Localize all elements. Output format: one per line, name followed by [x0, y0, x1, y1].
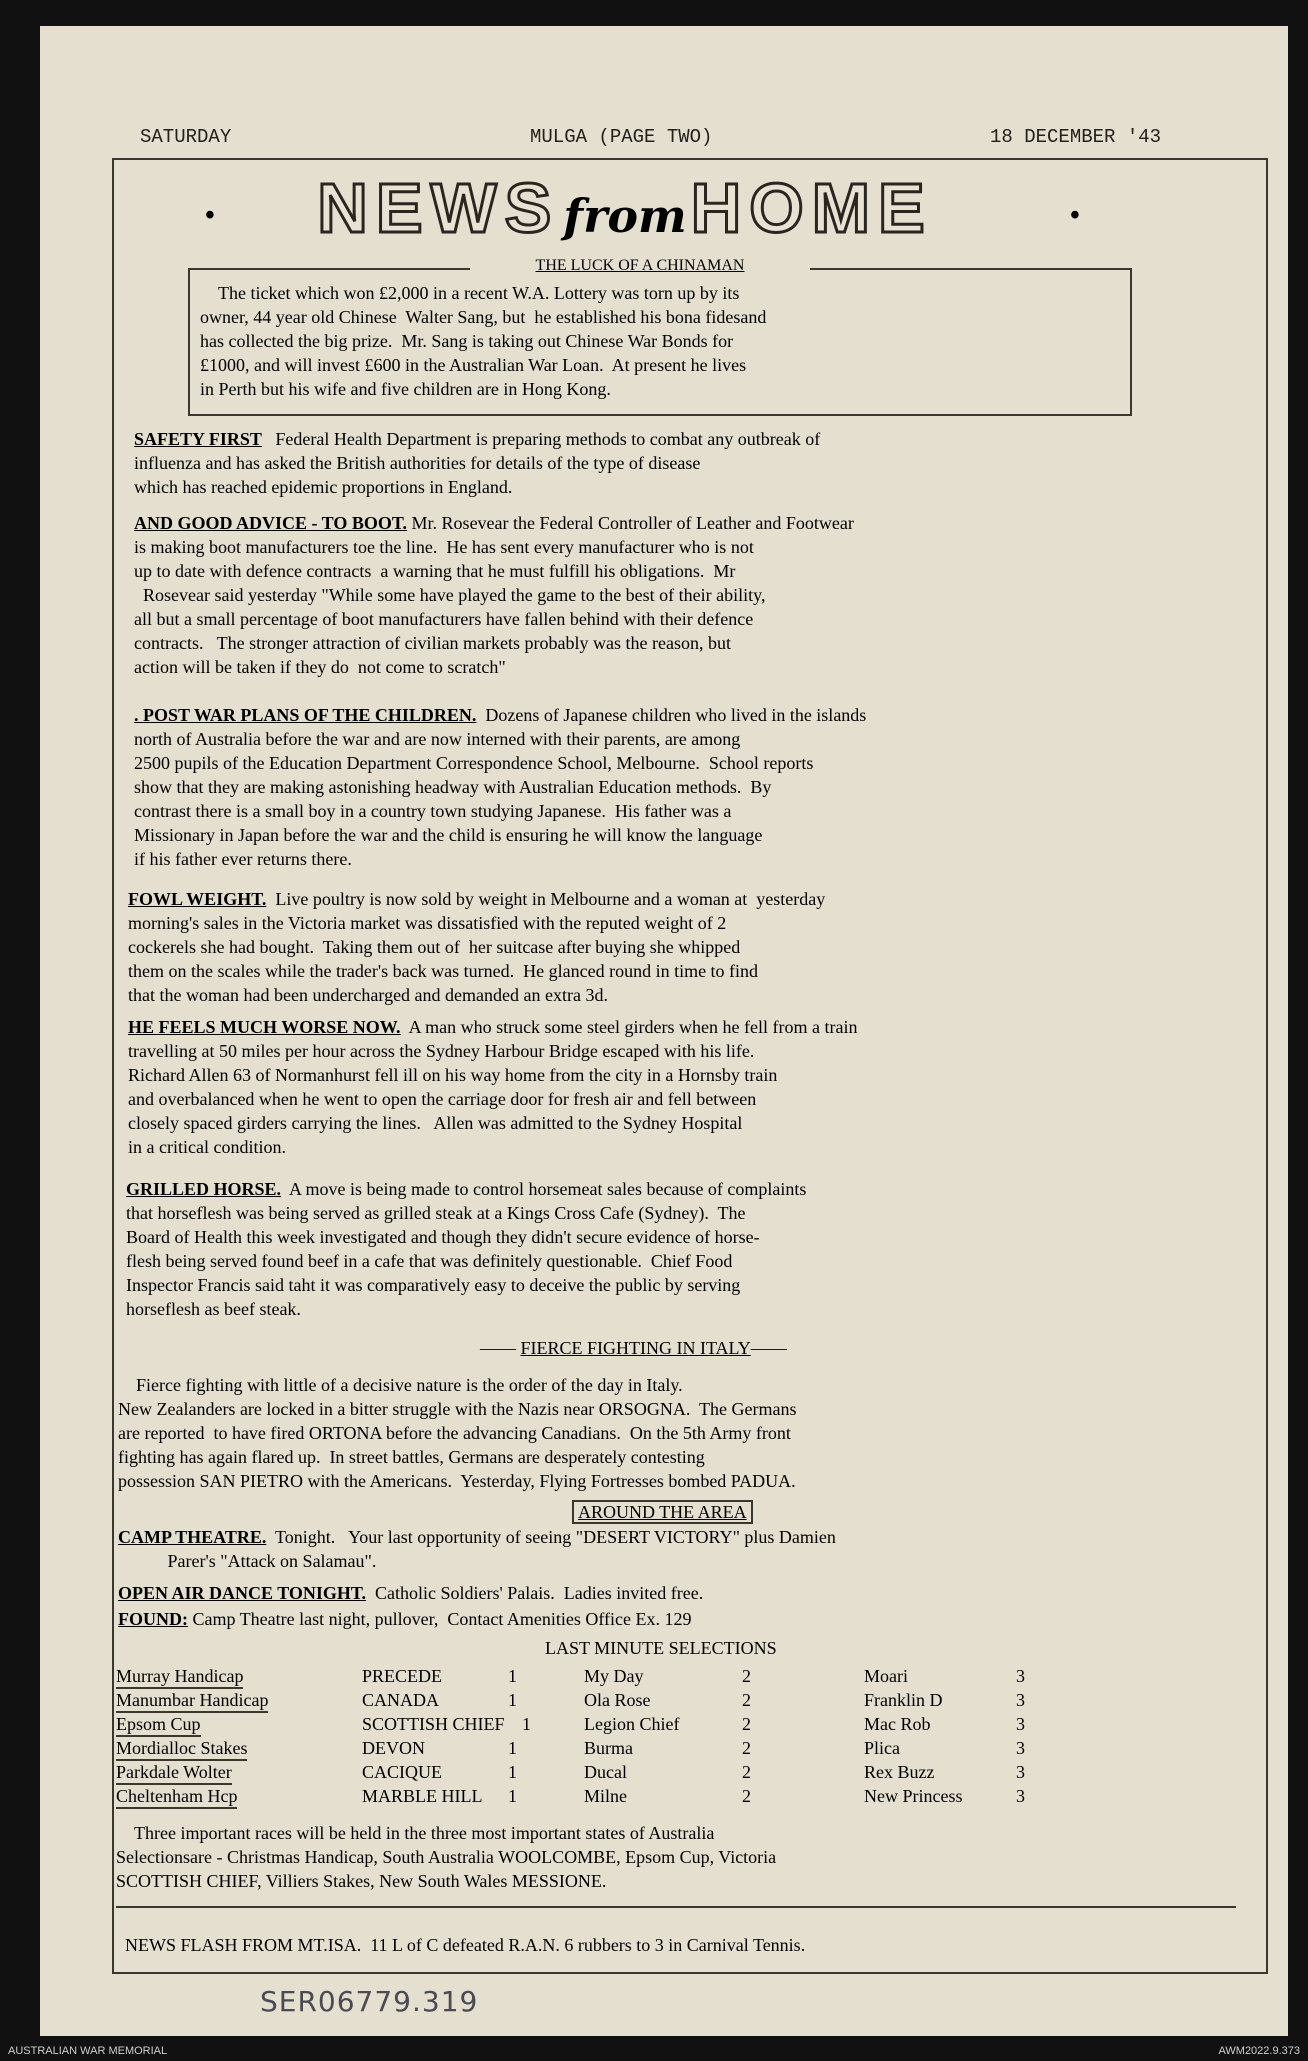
story-line: A move is being made to control horsemeat sales because of complaints — [281, 1179, 807, 1199]
race-name: Manumbar Handicap — [116, 1690, 268, 1713]
second-rank: 2 — [742, 1714, 751, 1734]
second-rank: 2 — [742, 1666, 751, 1686]
first-rank: 1 — [522, 1714, 531, 1734]
second-rank: 2 — [742, 1786, 751, 1806]
first-rank: 1 — [508, 1762, 517, 1782]
italy-line: Fierce fighting with little of a decisive nature is the order of the day in Italy. — [118, 1375, 683, 1395]
header-day: SATURDAY — [140, 126, 232, 148]
third-pick: Moari — [864, 1666, 908, 1686]
around-title-wrap — [572, 1502, 753, 1523]
third-rank: 3 — [1016, 1666, 1025, 1686]
footer-right: AWM2022.9.373 — [1218, 2045, 1300, 2057]
italy-line: fighting has again flared up. In street battles, Germans are desperately contesting — [118, 1447, 705, 1467]
around-title: AROUND THE AREA — [572, 1500, 753, 1524]
second-pick: Legion Chief — [584, 1714, 680, 1734]
story-line: that horseflesh was being served as grilled steak at a Kings Cross Cafe (Sydney). The — [126, 1203, 746, 1223]
masthead-bullet-left: • — [205, 200, 215, 231]
masthead-bullet-right: • — [1070, 200, 1080, 231]
story-line: Dozens of Japanese children who lived in the islands — [476, 705, 867, 725]
italy-dash-left: — — [498, 1338, 516, 1358]
lead-story-line: owner, 44 year old Chinese Walter Sang, but he established his bona fidesand — [200, 307, 767, 327]
header-date: 18 DECEMBER '43 — [990, 126, 1162, 148]
story-line: Rosevear said yesterday "While some have played the game to the best of their ability, — [134, 585, 766, 605]
header-paper: MULGA (PAGE TWO) — [530, 126, 713, 148]
archive-footer — [0, 2041, 1308, 2061]
archive-stamp: SER06779.319 — [260, 1985, 479, 2018]
italy-dash-right: — — [768, 1338, 787, 1358]
story-headline: AND GOOD ADVICE - TO BOOT. — [134, 513, 408, 533]
first-pick: MARBLE HILL — [362, 1786, 483, 1806]
race-name: Cheltenham Hcp — [116, 1786, 237, 1809]
story-line: show that they are making astonishing headway with Australian Education methods. By — [134, 777, 772, 797]
story-line: closely spaced girders carrying the lines. Allen was admitted to the Sydney Hospital — [128, 1113, 743, 1133]
second-pick: Ola Rose — [584, 1690, 651, 1710]
second-pick: Burma — [584, 1738, 633, 1758]
selections-heading — [545, 1638, 777, 1659]
news-flash-text: 11 L of C defeated R.A.N. 6 rubbers to 3 in Carnival Tennis. — [361, 1934, 806, 1955]
third-rank: 3 — [1016, 1714, 1025, 1734]
around-item-text: Camp Theatre last night, pullover, Contact Amenities Office Ex. 129 — [188, 1609, 692, 1629]
second-rank: 2 — [742, 1690, 751, 1710]
race-name: Parkdale Wolter — [116, 1762, 232, 1785]
first-pick: PRECEDE — [362, 1666, 443, 1686]
lead-story-title: THE LUCK OF A CHINAMAN — [470, 257, 810, 275]
story-line: 2500 pupils of the Education Department Correspondence School, Melbourne. School reports — [134, 753, 814, 773]
story-line: is making boot manufacturers toe the line. He has sent every manufacturer who is not — [134, 537, 754, 557]
story-line: all but a small percentage of boot manufacturers have fallen behind with their defence — [134, 609, 754, 629]
story-line: travelling at 50 miles per hour across the Sydney Harbour Bridge escaped with his life. — [128, 1041, 755, 1061]
first-rank: 1 — [508, 1738, 517, 1758]
first-pick: CANADA — [362, 1690, 440, 1710]
story-headline: SAFETY FIRST — [134, 429, 262, 449]
italy-line: are reported to have fired ORTONA before the advancing Canadians. On the 5th Army front — [118, 1423, 791, 1443]
story-line: Board of Health this week investigated and though they didn't secure evidence of horse- — [126, 1227, 760, 1247]
second-rank: 2 — [742, 1738, 751, 1758]
story-line: that the woman had been undercharged and demanded an extra 3d. — [128, 985, 608, 1005]
story-line: action will be taken if they do not come to scratch" — [134, 657, 506, 677]
note-line: Selectionsare - Christmas Handicap, South Australia WOOLCOMBE, Epsom Cup, Victoria — [116, 1847, 777, 1867]
story-line: Inspector Francis said taht it was comparatively easy to deceive the public by serving — [126, 1275, 741, 1295]
third-rank: 3 — [1016, 1762, 1025, 1782]
story-line: up to date with defence contracts a warning that he must fulfill his obligations. Mr — [134, 561, 736, 581]
first-pick: DEVON — [362, 1738, 425, 1758]
story-headline: HE FEELS MUCH WORSE NOW. — [128, 1017, 401, 1037]
story-line: Missionary in Japan before the war and the child is ensuring he will know the language — [134, 825, 763, 845]
story-headline: GRILLED HORSE. — [126, 1179, 282, 1199]
story-line: north of Australia before the war and are now interned with their parents, are among — [134, 729, 741, 749]
story-line: if his father ever returns there. — [134, 849, 352, 869]
around-item-lead: FOUND: — [118, 1609, 188, 1629]
third-pick: Franklin D — [864, 1690, 943, 1710]
masthead-home: HOME — [690, 169, 933, 247]
italy-line: New Zealanders are locked in a bitter struggle with the Nazis near ORSOGNA. The Germans — [118, 1399, 797, 1419]
lead-story-line: in Perth but his wife and five children are in Hong Kong. — [200, 379, 611, 399]
italy-line: possession SAN PIETRO with the Americans. Yesterday, Flying Fortresses bombed PADUA. — [118, 1471, 796, 1491]
second-pick: My Day — [584, 1666, 644, 1686]
third-pick: Rex Buzz — [864, 1762, 935, 1782]
first-pick: CACIQUE — [362, 1762, 442, 1782]
story-line: horseflesh as beef steak. — [126, 1299, 301, 1319]
story-line: Federal Health Department is preparing methods to combat any outbreak of — [261, 429, 821, 449]
story-line: and overbalanced when he went to open the carriage door for fresh air and fell between — [128, 1089, 757, 1109]
italy-dash-left: — — [480, 1338, 498, 1358]
footer-left: AUSTRALIAN WAR MEMORIAL — [8, 2045, 168, 2057]
lead-story-line: has collected the big prize. Mr. Sang is taking out Chinese War Bonds for — [200, 331, 734, 351]
third-pick: Plica — [864, 1738, 900, 1758]
first-rank: 1 — [508, 1690, 517, 1710]
around-item-text: Tonight. Your last opportunity of seeing "DESERT VICTORY" plus Damien — [266, 1527, 836, 1547]
third-rank: 3 — [1016, 1786, 1025, 1806]
second-rank: 2 — [742, 1762, 751, 1782]
note-line: Three important races will be held in the three most important states of Australia — [116, 1823, 715, 1843]
story-line: morning's sales in the Victoria market was dissatisfied with the reputed weight of 2 — [128, 913, 727, 933]
story-line: in a critical condition. — [128, 1137, 286, 1157]
masthead-news: NEWS — [317, 169, 560, 247]
around-item-text: Catholic Soldiers' Palais. Ladies invited free. — [366, 1583, 704, 1603]
second-pick: Milne — [584, 1786, 627, 1806]
story-line: influenza and has asked the British authorities for details of the type of disease — [134, 453, 701, 473]
story-headline: FOWL WEIGHT. — [128, 889, 267, 909]
race-name: Murray Handicap — [116, 1666, 243, 1689]
news-flash-lead: NEWS FLASH FROM MT.ISA. — [125, 1934, 362, 1955]
first-rank: 1 — [508, 1786, 517, 1806]
story-line: which has reached epidemic proportions in England. — [134, 477, 513, 497]
around-item-cont: Parer's "Attack on Salamau". — [118, 1551, 377, 1571]
masthead-title — [180, 168, 1070, 248]
race-name: Mordialloc Stakes — [116, 1738, 247, 1761]
italy-title: FIERCE FIGHTING IN ITALY — [520, 1338, 751, 1358]
story-line: Mr. Rosevear the Federal Controller of Leather and Footwear — [407, 513, 854, 533]
third-rank: 3 — [1016, 1690, 1025, 1710]
story-line: contracts. The stronger attraction of civilian markets probably was the reason, but — [134, 633, 731, 653]
first-pick: SCOTTISH CHIEF — [362, 1714, 505, 1734]
story-line: contrast there is a small boy in a country town studying Japanese. His father was a — [134, 801, 732, 821]
masthead-from: from — [563, 189, 687, 243]
story-line: Live poultry is now sold by weight in Melbourne and a woman at yesterday — [266, 889, 826, 909]
second-pick: Ducal — [584, 1762, 627, 1782]
story-line: them on the scales while the trader's back was turned. He glanced round in time to find — [128, 961, 759, 981]
lead-story-line: £1000, and will invest £600 in the Australian War Loan. At present he lives — [200, 355, 747, 375]
third-rank: 3 — [1016, 1738, 1025, 1758]
third-pick: Mac Rob — [864, 1714, 931, 1734]
italy-heading — [480, 1338, 787, 1359]
story-headline: . POST WAR PLANS OF THE CHILDREN. — [134, 705, 477, 725]
first-rank: 1 — [508, 1666, 517, 1686]
race-name: Epsom Cup — [116, 1714, 201, 1737]
story-line: cockerels she had bought. Taking them out of her suitcase after buying she whipped — [128, 937, 741, 957]
around-item-lead: OPEN AIR DANCE TONIGHT. — [118, 1583, 367, 1603]
italy-dash-right: — — [750, 1338, 769, 1358]
story-line: Richard Allen 63 of Normanhurst fell ill on his way home from the city in a Hornsby train — [128, 1065, 778, 1085]
third-pick: New Princess — [864, 1786, 963, 1806]
selections-title: LAST MINUTE SELECTIONS — [545, 1638, 777, 1658]
story-line: flesh being served found beef in a cafe that was definitely questionable. Chief Food — [126, 1251, 733, 1271]
note-line: SCOTTISH CHIEF, Villiers Stakes, New South Wales MESSIONE. — [116, 1871, 607, 1891]
news-flash — [116, 1906, 1236, 1957]
lead-story-line: The ticket which won £2,000 in a recent W.A. Lottery was torn up by its — [200, 283, 740, 303]
story-line: A man who struck some steel girders when he fell from a train — [400, 1017, 858, 1037]
around-item-lead: CAMP THEATRE. — [118, 1527, 267, 1547]
